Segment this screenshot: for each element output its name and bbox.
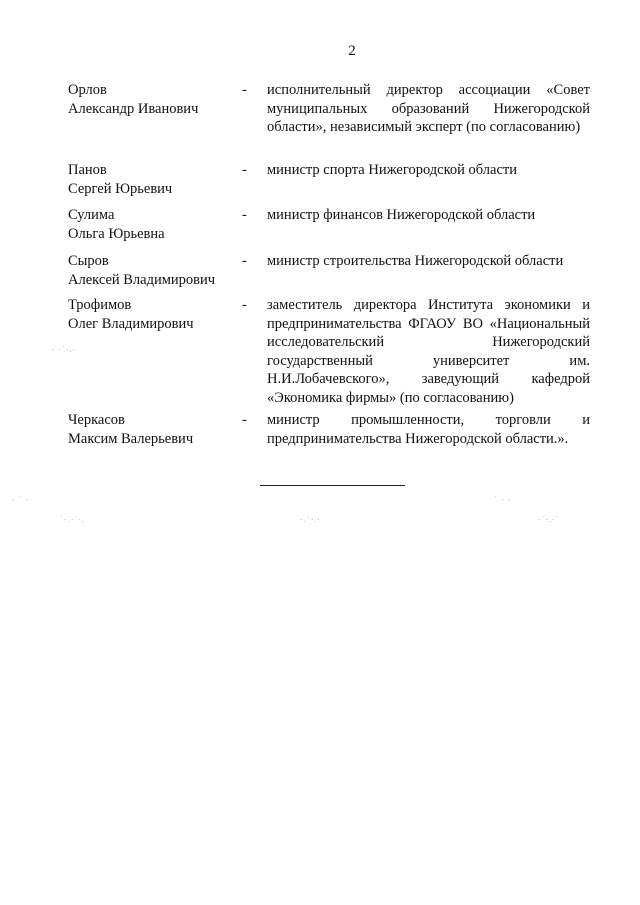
member-name: [68, 296, 233, 333]
member-given-names: Александр Иванович: [68, 100, 199, 117]
member-position: исполнительный директор ассоциации «Совет муниципальных образований Нижегородской области», независимый эксперт (по согласованию): [267, 82, 590, 136]
member-given-names: Ольга Юрьевна: [68, 225, 165, 242]
member-surname: Сыров: [68, 253, 109, 269]
member-given-names: Алексей Владимирович: [68, 271, 216, 288]
member-name: [68, 81, 233, 118]
member-surname: Панов: [68, 162, 107, 178]
scan-speck: · ˙ ·: [12, 496, 30, 504]
member-surname: Черкасов: [68, 412, 125, 428]
member-position: министр промышленности, торговли и предпринимательства Нижегородской области.».: [267, 412, 590, 447]
member-given-names: Максим Валерьевич: [68, 430, 194, 447]
scan-speck: ˙·.·˙·.: [60, 516, 86, 524]
member-name: [68, 161, 233, 198]
member-position: министр спорта Нижегородской области: [267, 162, 517, 178]
separator-dash: -: [242, 412, 247, 428]
member-position: министр финансов Нижегородской области: [267, 207, 536, 223]
separator-dash: -: [242, 297, 247, 313]
separator-dash: -: [242, 207, 247, 223]
member-given-names: Сергей Юрьевич: [68, 180, 173, 197]
scan-speck: ·˙·.·˙: [538, 516, 560, 524]
member-surname: Трофимов: [68, 297, 132, 313]
member-surname: Орлов: [68, 82, 107, 98]
member-name: [68, 411, 233, 448]
end-of-list-rule: [260, 485, 405, 486]
page-number: 2: [348, 43, 356, 59]
member-position: министр строительства Нижегородской области: [267, 253, 564, 269]
member-given-names: Олег Владимирович: [68, 315, 194, 332]
member-name: [68, 252, 233, 289]
member-surname: Сулима: [68, 207, 115, 223]
scan-speck: ·.˙·.·: [300, 516, 321, 524]
member-name: [68, 206, 233, 243]
member-position: заместитель директора Института экономики и предпринимательства ФГАОУ ВО «Национальный исследовательский Нижегородский государственный университет им. Н.И.Лобачевского», заведующий кафедрой «Экономика фирмы» (по согласованию): [267, 297, 590, 406]
separator-dash: -: [242, 162, 247, 178]
scan-speck: ˙ · ·: [494, 496, 512, 504]
scan-speck: · ·˙·.·: [52, 346, 76, 354]
separator-dash: -: [242, 253, 247, 269]
separator-dash: -: [242, 82, 247, 98]
